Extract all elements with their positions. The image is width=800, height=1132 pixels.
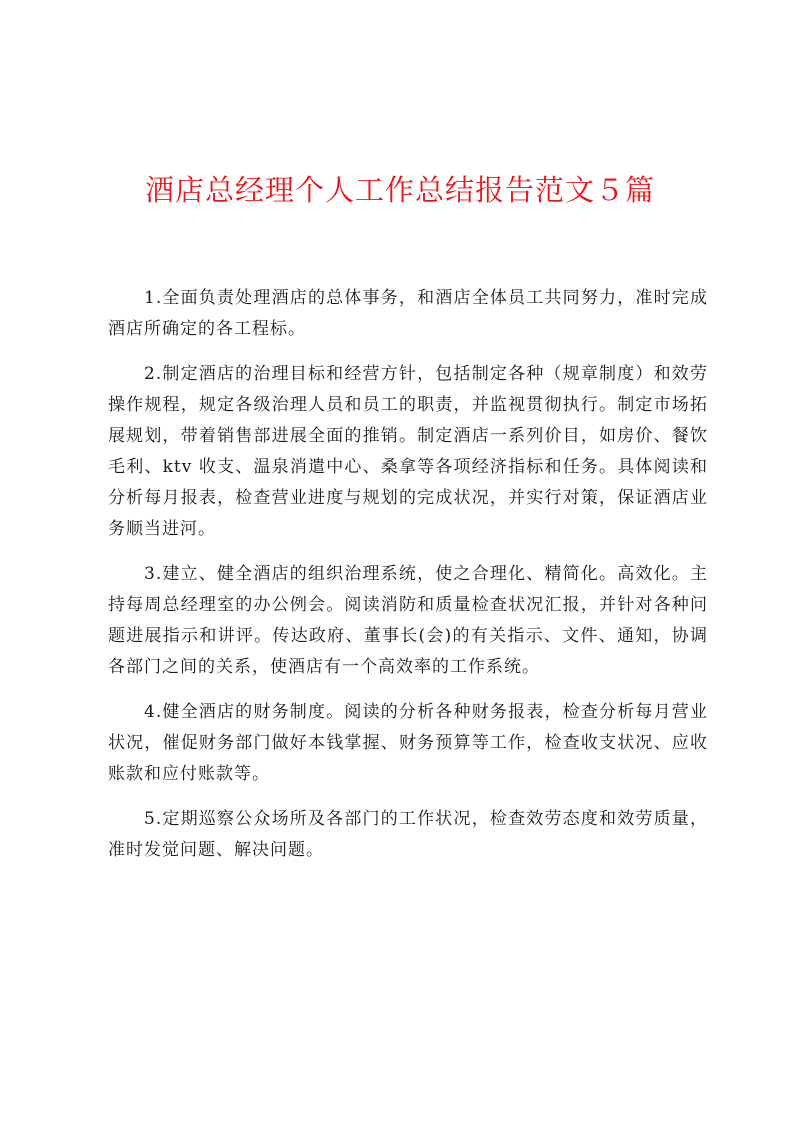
paragraph-5: 5.定期巡察公众场所及各部门的工作状况，检查效劳态度和效劳质量，准时发觉问题、解决问题。 xyxy=(108,809,708,860)
paragraph-1: 1.全面负责处理酒店的总体事务，和酒店全体员工共同努力，准时完成酒店所确定的各工程标。 xyxy=(108,288,708,339)
paragraph-4: 4.健全酒店的财务制度。阅读的分析各种财务报表，检查分析每月营业状况，催促财务部门做好本钱掌握、财务预算等工作，检查收支状况、应收账款和应付账款等。 xyxy=(108,702,708,784)
document-title: 酒店总经理个人工作总结报告范文５篇 xyxy=(144,173,655,207)
paragraph-3: 3.建立、健全酒店的组织治理系统，使之合理化、精简化。高效化。主持每周总经理室的办公例会。阅读消防和质量检查状况汇报，并针对各种问题进展指示和讲评。传达政府、董事长(会)的有关指示、文件、通知，协调各部门之间的关系，使酒店有一个高效率的工作系统。 xyxy=(108,564,708,677)
paragraph-2: 2.制定酒店的治理目标和经营方针，包括制定各种（规章制度）和效劳操作规程，规定各级治理人员和员工的职责，并监视贯彻执行。制定市场拓展规划，带着销售部进展全面的推销。制定酒店一系列价目，如房价、餐饮毛利、ktv 收支、温泉消遣中心、桑拿等各项经济指标和任务。具体阅读和分析每月报表，检查营业进度与规划的完成状况，并实行对策，保证酒店业务顺当进河。 xyxy=(108,364,708,539)
document-body xyxy=(108,283,708,880)
